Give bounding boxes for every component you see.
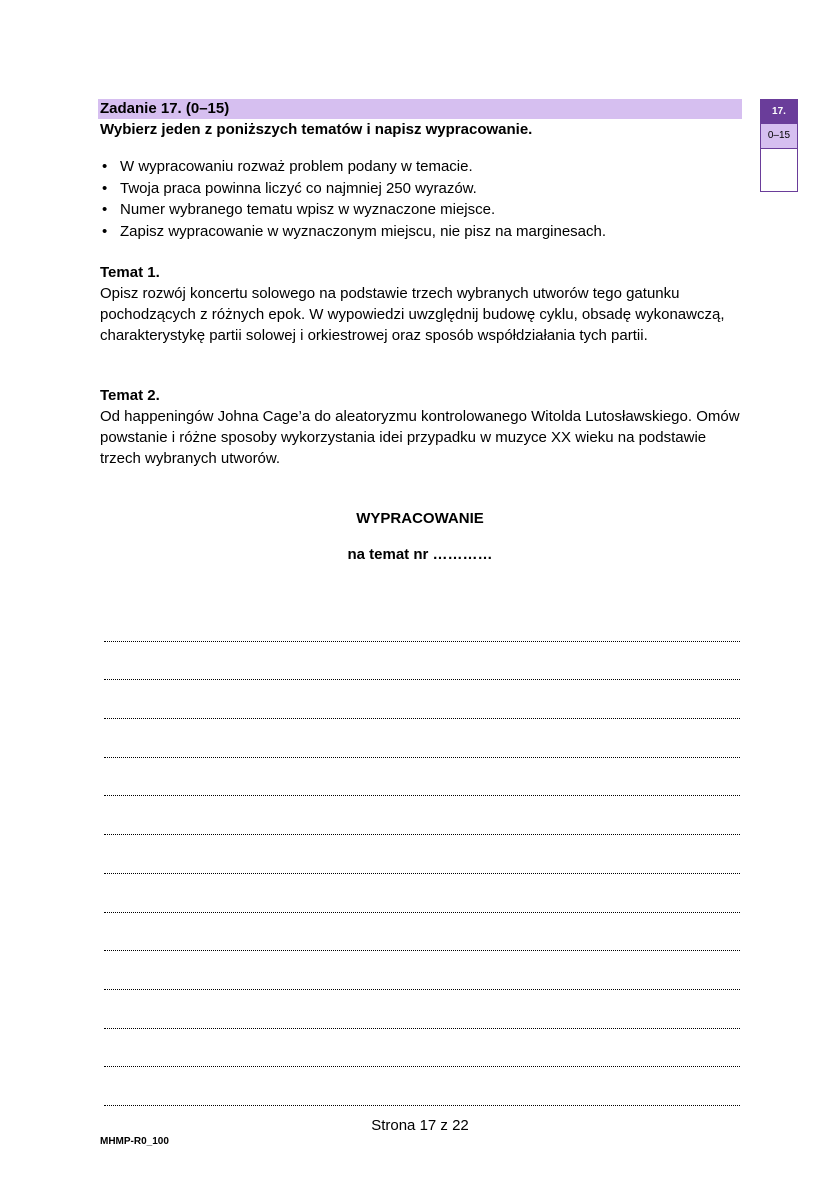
score-range: 0–15 — [761, 124, 797, 149]
score-task-number: 17. — [761, 100, 797, 124]
list-item: • Zapisz wypracowanie w wyznaczonym miejscu, nie pisz na marginesach. — [100, 221, 606, 243]
instruction-list — [100, 156, 606, 242]
answer-line[interactable] — [104, 1029, 740, 1068]
bullet-icon: • — [102, 158, 108, 175]
list-item: • W wypracowaniu rozważ problem podany w temacie. — [100, 156, 606, 178]
bullet-icon: • — [102, 222, 108, 240]
answer-line[interactable] — [104, 796, 740, 835]
answer-line[interactable] — [104, 680, 740, 719]
answer-line[interactable] — [104, 835, 740, 874]
bullet-icon: • — [102, 201, 108, 218]
answer-line[interactable] — [104, 603, 740, 642]
answer-line[interactable] — [104, 758, 740, 797]
answer-line[interactable] — [104, 951, 740, 990]
essay-title: WYPRACOWANIE — [356, 510, 484, 527]
answer-line[interactable] — [104, 874, 740, 913]
topic-text: Od happeningów Johna Cage’a do aleatoryzmu kontrolowanego Witolda Lutosławskiego. Omów powstanie i różne sposoby wykorzystania idei przypadku w muzyce XX wieku na podstawie trzech wybranych utworów. — [100, 408, 740, 467]
topic-1 — [100, 262, 740, 346]
answer-line[interactable] — [104, 913, 740, 952]
topic-text: Opisz rozwój koncertu solowego na podstawie trzech wybranych utworów tego gatunku pochodzących z różnych epok. W wypowiedzi uwzględnij budowę cyklu, obsadę wykonawczą, charakterystykę partii solowej i orkiestrowej oraz sposób współdziałania tych partii. — [100, 285, 725, 344]
list-item: • Numer wybranego tematu wpisz w wyznaczone miejsce. — [100, 199, 606, 221]
score-entry-field[interactable] — [761, 149, 797, 192]
answer-line[interactable] — [104, 1067, 740, 1106]
bullet-icon: • — [102, 179, 108, 197]
answer-line[interactable] — [104, 990, 740, 1029]
list-item: • Twoja praca powinna liczyć co najmniej 250 wyrazów. — [100, 178, 606, 200]
topic-2 — [100, 385, 740, 469]
answer-area[interactable] — [104, 603, 740, 1106]
page-number: Strona 17 z 22 — [371, 1117, 469, 1134]
topic-heading: Temat 1. — [100, 264, 160, 281]
task-title: Zadanie 17. (0–15) — [100, 100, 230, 117]
score-box — [760, 99, 798, 192]
topic-heading: Temat 2. — [100, 387, 160, 404]
document-code: MHMP-R0_100 — [100, 1136, 169, 1147]
essay-topic-number-field[interactable]: na temat nr ………… — [347, 546, 493, 563]
task-instruction: Wybierz jeden z poniższych tematów i napisz wypracowanie. — [100, 121, 533, 138]
answer-line[interactable] — [104, 719, 740, 758]
answer-line[interactable] — [104, 642, 740, 681]
